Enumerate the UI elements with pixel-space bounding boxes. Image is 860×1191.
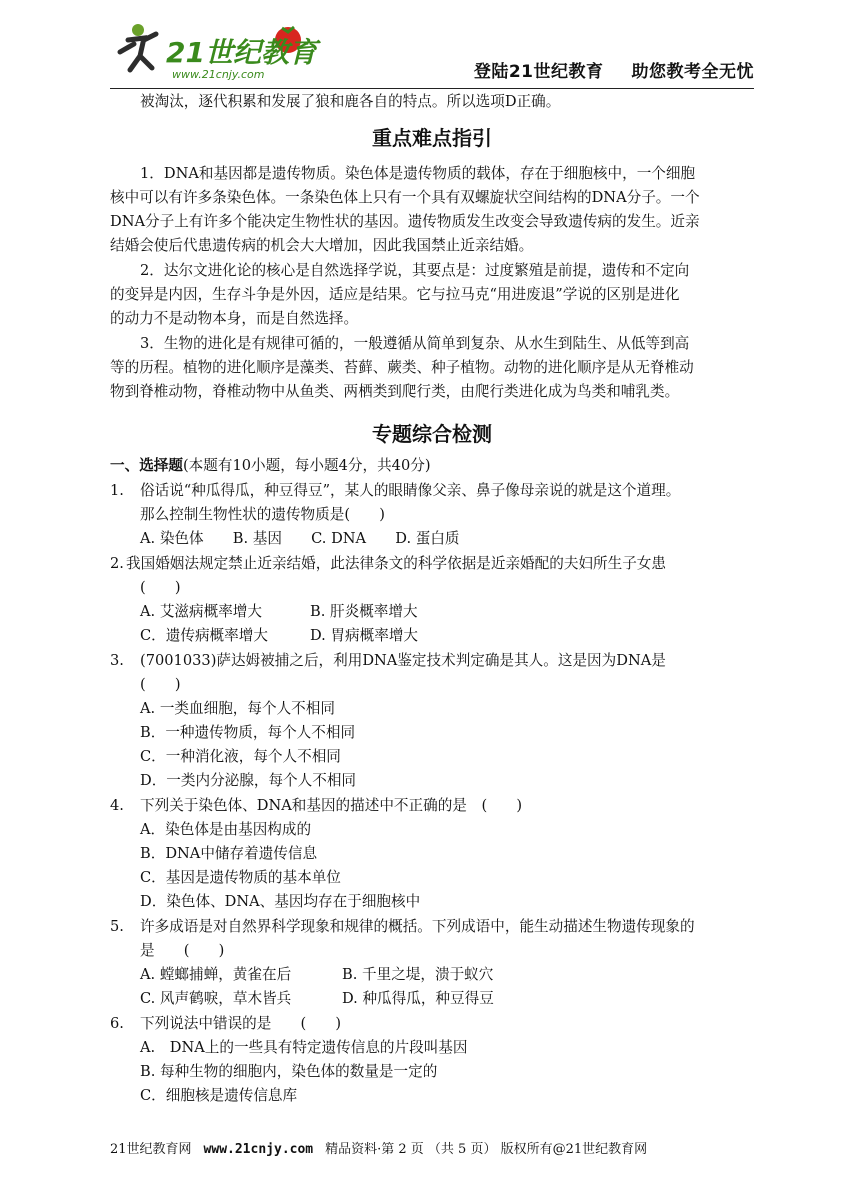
- logo-url: www.21cnjy.com: [172, 68, 265, 81]
- paragraph-line: 结婚会使后代患遗传病的机会大大增加，因此我国禁止近亲结婚。: [110, 237, 534, 254]
- option-d: D．一类内分泌腺，每个人不相同: [140, 772, 357, 789]
- option-a: A. 一类血细胞，每个人不相同: [140, 700, 335, 717]
- question-number: 1.: [110, 482, 124, 499]
- question-text: ( ): [140, 579, 181, 596]
- header-slogan: [446, 57, 754, 82]
- option-a: A. DNA上的一些具有特定遗传信息的片段叫基因: [140, 1039, 468, 1056]
- question-number: 3.: [110, 652, 124, 669]
- paragraph-line: 核中可以有许多条染色体。一条染色体上只有一个具有双螺旋状空间结构的DNA分子。一个: [110, 189, 700, 206]
- question-text: 那么控制生物性状的遗传物质是( ): [140, 506, 385, 523]
- option-b: B．DNA中储存着遗传信息: [140, 845, 318, 862]
- option-a: A. 螳螂捕蝉，黄雀在后: [140, 966, 292, 983]
- paragraph-line: 3．生物的进化是有规律可循的，一般遵循从简单到复杂、从水生到陆生、从低等到高: [140, 335, 690, 352]
- option-c: C．遗传病概率增大: [140, 627, 268, 644]
- option-b: B．一种遗传物质，每个人不相同: [140, 724, 356, 741]
- section-title-key-points: 重点难点指引: [372, 126, 492, 150]
- option-b: B. 千里之堤，溃于蚁穴: [342, 966, 494, 983]
- question-number: 6.: [110, 1015, 124, 1032]
- question-number: 2.: [110, 555, 124, 572]
- paragraph-line: 等的历程。植物的进化顺序是藻类、苔藓、蕨类、种子植物。动物的进化顺序是从无脊椎动: [110, 359, 694, 376]
- question-text: 俗话说“种瓜得瓜，种豆得豆”，某人的眼睛像父亲、鼻子像母亲说的就是这个道理。: [140, 482, 681, 499]
- footer-site: 21世纪教育网: [110, 1142, 192, 1157]
- slogan-login: 登陆21世纪教育: [473, 62, 604, 82]
- logo-text: 21世纪教育: [166, 36, 317, 69]
- question-text: 下列说法中错误的是 ( ): [140, 1015, 342, 1032]
- part-label: 一、选择题: [110, 457, 183, 474]
- page-footer: [110, 1138, 647, 1157]
- question-text: 许多成语是对自然界科学现象和规律的概括。下列成语中，能生动描述生物遗传现象的: [140, 918, 695, 935]
- section-title-comprehensive-test: 专题综合检测: [372, 422, 492, 446]
- paragraph-line: DNA分子上有许多个能决定生物性状的基因。遗传物质发生改变会导致遗传病的发生。近亲: [110, 213, 700, 230]
- option-b: B. 肝炎概率增大: [310, 603, 418, 620]
- question-text: 我国婚姻法规定禁止近亲结婚，此法律条文的科学依据是近亲婚配的夫妇所生子女患: [126, 555, 666, 572]
- part-note: (本题有10小题，每小题4分，共40分): [182, 457, 431, 474]
- answer-options: A. 染色体 B. 基因 C. DNA D. 蛋白质: [140, 530, 460, 547]
- part-heading: [110, 454, 431, 478]
- paragraph-line: 1．DNA和基因都是遗传物质。染色体是遗传物质的载体，存在于细胞核中，一个细胞: [140, 165, 696, 182]
- site-logo: [110, 18, 350, 84]
- question-text: 是 ( ): [140, 942, 225, 959]
- option-a: A．染色体是由基因构成的: [140, 821, 312, 838]
- continuation-text: 被淘汰，逐代积累和发展了狼和鹿各自的特点。所以选项D正确。: [140, 93, 561, 110]
- paragraph-line: 的变异是内因，生存斗争是外因，适应是结果。它与拉马克“用进废退”学说的区别是进化: [110, 286, 680, 303]
- page-header: [110, 18, 754, 89]
- option-a: A. 艾滋病概率增大: [140, 603, 262, 620]
- option-d: D. 种瓜得瓜，种豆得豆: [342, 990, 494, 1007]
- question-text: ( ): [140, 676, 181, 693]
- paragraph-line: 的动力不是动物本身，而是自然选择。: [110, 310, 359, 327]
- question-text: (7001033)萨达姆被捕之后，利用DNA鉴定技术判定确是其人。这是因为DNA是: [140, 652, 666, 669]
- option-c: C．细胞核是遗传信息库: [140, 1087, 298, 1104]
- question-text: 下列关于染色体、DNA和基因的描述中不正确的是 ( ): [140, 797, 523, 814]
- footer-url[interactable]: www.21cnjy.com: [203, 1142, 314, 1157]
- footer-info: 精品资料·第 2 页 （共 5 页） 版权所有@21世纪教育网: [325, 1142, 648, 1157]
- option-c: C. 风声鹤唳，草木皆兵: [140, 990, 292, 1007]
- option-c: C．一种消化液，每个人不相同: [140, 748, 341, 765]
- question-number: 4.: [110, 797, 124, 814]
- paragraph-line: 2．达尔文进化论的核心是自然选择学说，其要点是：过度繁殖是前提，遗传和不定向: [140, 262, 690, 279]
- option-c: C．基因是遗传物质的基本单位: [140, 869, 341, 886]
- option-d: D．染色体、DNA、基因均存在于细胞核中: [140, 893, 421, 910]
- option-d: D. 胃病概率增大: [310, 627, 419, 644]
- option-b: B. 每种生物的细胞内，染色体的数量是一定的: [140, 1063, 438, 1080]
- slogan-motto: 助您教考全无忧: [631, 62, 754, 82]
- paragraph-line: 物到脊椎动物，脊椎动物中从鱼类、两栖类到爬行类，由爬行类进化成为鸟类和哺乳类。: [110, 383, 680, 400]
- question-number: 5.: [110, 918, 124, 935]
